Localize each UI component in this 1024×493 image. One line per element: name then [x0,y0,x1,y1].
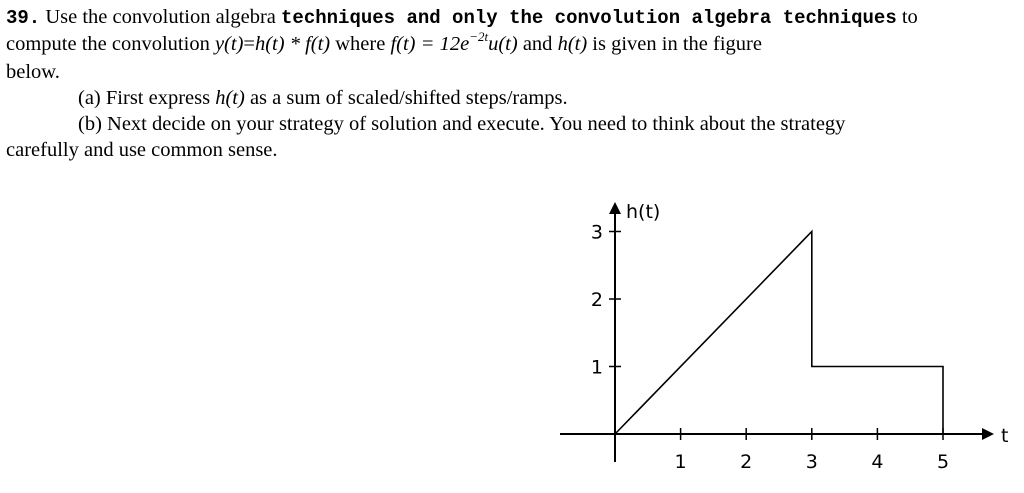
f-exponent: −2t [469,29,489,44]
where-text: where [335,33,386,55]
f-definition-tail: u(t) [488,33,518,55]
part-b-text: Next decide on your strategy of solution and execute. You need to think about the strategy [107,113,846,135]
line3-text: below. [6,61,60,83]
problem-line-1 [6,4,1018,31]
given-text: is given in the figure [592,33,762,55]
y-axis-arrow-icon [609,202,621,214]
part-b-label: (b) [78,113,102,135]
y-tick-label: 2 [590,289,603,311]
x-axis-arrow-icon [982,428,994,440]
part-a-text-2: as a sum of scaled/shifted steps/ramps. [249,87,568,109]
emphasis-text: techniques and only the convolution algebra techniques [281,7,897,29]
part-b-continued [6,137,1018,163]
h-series-line [615,232,943,435]
x-tick-label: 5 [936,451,950,473]
f-definition: f(t) = 12e [390,33,470,55]
axis-ticks [591,222,949,474]
equals-sign: = [243,33,255,55]
and-text: and [522,33,553,55]
y-axis-label: h(t) [626,201,661,223]
part-a-text-1: First express [105,87,211,109]
problem-line-2 [6,31,1018,59]
h-of-t-graph [560,196,1020,486]
x-axis-label: t [1001,425,1009,447]
intro-text: Use the convolution algebra [45,6,276,28]
part-a [6,85,1018,111]
intro-end-text: to [901,6,918,28]
line2-start-text: compute the convolution [6,33,210,55]
x-tick-label: 2 [740,451,753,473]
x-tick-label: 4 [871,451,884,473]
convolution-lhs: y(t) [214,33,244,55]
x-tick-label: 1 [674,451,687,473]
x-tick-label: 3 [805,451,818,473]
y-tick-label: 3 [590,221,603,244]
h-name: h(t) [557,33,588,55]
problem-line-3 [6,59,1018,85]
convolution-rhs: h(t) * f(t) [254,33,331,55]
part-b [6,111,1018,137]
part-b-cont-text: carefully and use common sense. [6,139,278,161]
part-a-variable: h(t) [215,87,245,109]
problem-number: 39. [6,7,41,29]
y-tick-label: 1 [590,356,603,379]
part-a-label: (a) [78,87,101,109]
problem-statement [6,4,1018,163]
